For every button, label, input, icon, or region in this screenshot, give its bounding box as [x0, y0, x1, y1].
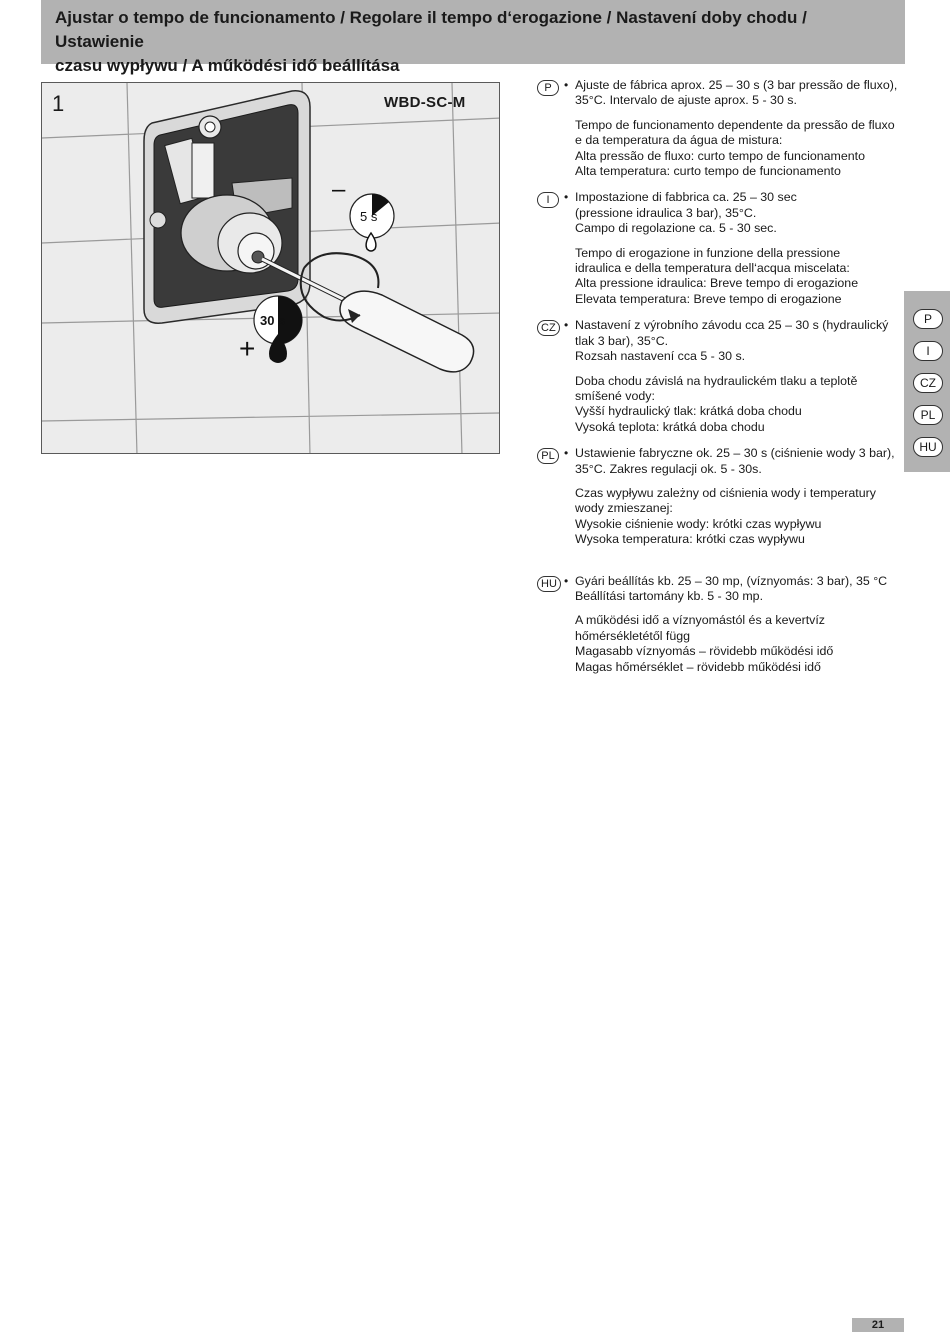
figure-number: 1 [52, 91, 65, 116]
lang-badge-hu: HU [537, 576, 561, 592]
text-line: Rozsah nastavení cca 5 - 30 s. [575, 349, 746, 364]
tab-hu[interactable]: HU [913, 437, 943, 457]
section-czech [537, 318, 912, 435]
section-italian [537, 190, 912, 307]
text-line: Wysokie ciśnienie wody: krótki czas wypływu [575, 516, 822, 531]
text-line: Beállítási tartomány kb. 5 - 30 mp. [575, 588, 764, 603]
text-line: A működési idő a víznyomástól és a kevertvíz [575, 613, 825, 628]
tab-pl[interactable]: PL [913, 405, 943, 425]
installation-figure [41, 82, 500, 454]
bullet: • [564, 190, 569, 205]
text-line: Magasabb víznyomás – rövidebb működési idő [575, 644, 834, 659]
bullet: • [564, 446, 569, 461]
language-tabs [904, 291, 950, 472]
text-line: Vysoká teplota: krátká doba chodu [575, 419, 765, 434]
text-line: (pressione idraulica 3 bar), 35°C. [575, 205, 757, 220]
tab-cz[interactable]: CZ [913, 373, 943, 393]
text-line: Ajuste de fábrica aprox. 25 – 30 s (3 bar pressão de fluxo), [575, 78, 898, 92]
text-line: Alta pressão de fluxo: curto tempo de funcionamento [575, 148, 865, 163]
lang-badge-cz: CZ [537, 320, 560, 336]
text-line: e da temperatura da água de mistura: [575, 133, 783, 148]
section-portuguese [537, 78, 912, 179]
text-line: Alta temperatura: curto tempo de funcionamento [575, 164, 841, 179]
text-line: Elevata temperatura: Breve tempo di erogazione [575, 291, 842, 306]
text-line: Czas wypływu zależny od ciśnienia wody i temperatury [575, 485, 876, 500]
section-polish [537, 446, 912, 547]
bullet: • [564, 573, 569, 588]
instructions-column [537, 78, 912, 675]
text-line: hőmérsékletétől függ [575, 628, 691, 643]
adjustment-illustration [42, 83, 500, 454]
text-line: Magas hőmérséklet – rövidebb működési idő [575, 659, 821, 674]
bullet: • [564, 318, 569, 333]
text-line: Vyšší hydraulický tlak: krátká doba chodu [575, 404, 802, 419]
text-line: 35°C. Zakres regulacji ok. 5 - 30s. [575, 461, 762, 476]
lang-badge-pl: PL [537, 448, 559, 464]
text-line: smíšené vody: [575, 388, 655, 403]
tab-i[interactable]: I [913, 341, 943, 361]
text-line: Tempo de funcionamento dependente da pressão de fluxo [575, 117, 895, 132]
text-line: tlak 3 bar), 35°C. [575, 333, 669, 348]
plus-sign: + [239, 333, 256, 364]
header-title-line-2: czasu wypływu / A működési idő beállítása [55, 56, 400, 75]
text-line: Doba chodu závislá na hydraulickém tlaku a teplotě [575, 373, 858, 388]
page-number: 21 [852, 1318, 904, 1332]
section-hungarian [537, 574, 912, 675]
text-line: 35°C. Intervalo de ajuste aprox. 5 - 30 s. [575, 93, 797, 108]
lang-badge-p: P [537, 80, 559, 96]
text-line: Wysoka temperatura: krótki czas wypływu [575, 532, 805, 547]
text-line: Impostazione di fabbrica ca. 25 – 30 sec [575, 190, 797, 205]
text-line: Nastavení z výrobního závodu cca 25 – 30 s (hydraulický [575, 318, 889, 333]
bullet: • [564, 78, 569, 92]
tab-p[interactable]: P [913, 309, 943, 329]
min-time-label: 5 s [360, 209, 378, 224]
header-title-line-1: Ajustar o tempo de funcionamento / Regolare il tempo d‘erogazione / Nastavení doby chodu / Ustawienie [55, 8, 807, 51]
page-header [41, 0, 905, 75]
text-line: Gyári beállítás kb. 25 – 30 mp, (víznyomás: 3 bar), 35 °C [575, 573, 888, 588]
text-line: Alta pressione idraulica: Breve tempo di erogazione [575, 276, 859, 291]
text-line: wody zmieszanej: [575, 501, 673, 516]
max-time-label: 30 s [260, 313, 286, 328]
text-line: Tempo di erogazione in funzione della pressione [575, 245, 841, 260]
text-line: Ustawienie fabryczne ok. 25 – 30 s (ciśnienie wody 3 bar), [575, 446, 895, 461]
minus-sign: – [332, 176, 346, 203]
lang-badge-i: I [537, 192, 559, 208]
text-line: idraulica e della temperatura dell‘acqua miscelata: [575, 261, 850, 276]
model-label: WBD-SC-M [384, 94, 466, 111]
text-line: Campo di regolazione ca. 5 - 30 sec. [575, 221, 777, 236]
